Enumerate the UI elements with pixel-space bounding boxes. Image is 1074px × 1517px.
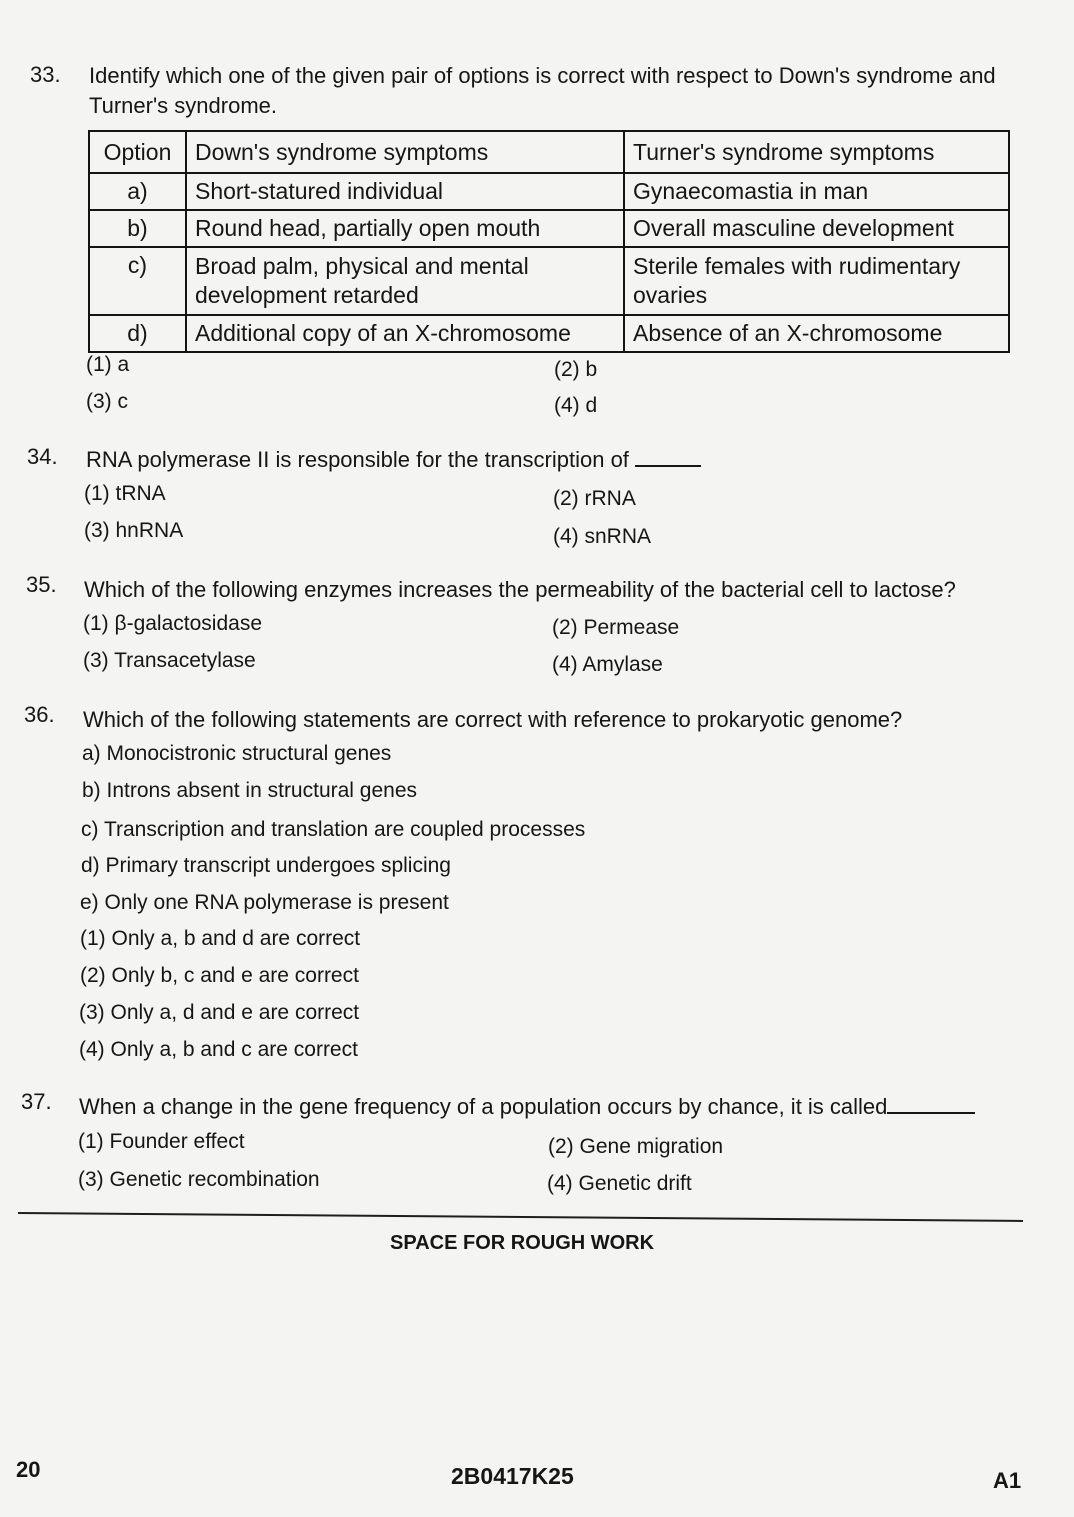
answer-option: (2) Gene migration (548, 1135, 724, 1158)
page-number: 20 (16, 1457, 41, 1482)
table-cell-downs: Additional copy of an X-chromosome (186, 315, 624, 352)
rough-work-label: SPACE FOR ROUGH WORK (390, 1232, 655, 1254)
question-stem: Which of the following statements are correct with reference to prokaryotic genome? (83, 707, 903, 732)
question-number: 34. (27, 444, 58, 469)
table-cell-option: d) (89, 315, 186, 352)
answer-option: (4) Genetic drift (547, 1172, 692, 1195)
answer-option: (2) Permease (552, 616, 680, 639)
answer-option: (4) snRNA (553, 525, 652, 548)
statement-item: d) Primary transcript undergoes splicing (81, 854, 451, 877)
question-number: 33. (30, 62, 61, 87)
statement-item: b) Introns absent in structural genes (82, 779, 418, 802)
question-stem (86, 445, 1046, 475)
table-header-cell: Turner's syndrome symptoms (624, 131, 1009, 173)
answer-option: (2) rRNA (553, 487, 636, 510)
table-cell-turners: Absence of an X-chromosome (624, 315, 1009, 352)
answer-option: (3) Transacetylase (83, 649, 256, 672)
answer-option: (3) c (86, 390, 128, 413)
question-number: 36. (24, 702, 55, 727)
table-cell-option: c) (89, 247, 186, 315)
table-row (89, 173, 1009, 210)
question-stem-text: When a change in the gene frequency of a population occurs by chance, it is called (79, 1094, 888, 1119)
answer-option: (4) Amylase (552, 653, 663, 676)
question-stem-text: RNA polymerase II is responsible for the transcription of (86, 447, 629, 472)
answer-option: (3) Genetic recombination (78, 1168, 320, 1191)
table-header-row (89, 131, 1009, 173)
table-cell-downs: Round head, partially open mouth (186, 210, 624, 247)
question-stem: Which of the following enzymes increases the permeability of the bacterial cell to lactose? (84, 577, 956, 602)
statement-item: a) Monocistronic structural genes (82, 742, 392, 765)
answer-option: (1) tRNA (84, 482, 166, 505)
answer-blank (887, 1112, 975, 1114)
table-cell-downs: Short-statured individual (186, 173, 624, 210)
table-cell-downs: Broad palm, physical and mental development retarded (186, 247, 624, 315)
question-number: 37. (21, 1089, 52, 1114)
table-header-cell: Down's syndrome symptoms (186, 131, 624, 173)
question-stem: Identify which one of the given pair of options is correct with respect to Down's syndrome and Turner's syndrome. (89, 63, 996, 118)
answer-option: (1) Only a, b and d are correct (80, 927, 361, 950)
answer-option: (1) β-galactosidase (83, 612, 262, 635)
answer-option: (2) b (554, 358, 598, 381)
answer-option: (2) Only b, c and e are correct (80, 964, 359, 987)
statement-item: e) Only one RNA polymerase is present (80, 891, 449, 914)
answer-option: (3) hnRNA (84, 519, 184, 542)
answer-option: (4) Only a, b and c are correct (79, 1038, 358, 1061)
answer-option: (1) Founder effect (78, 1130, 245, 1153)
statement-item: c) Transcription and translation are coupled processes (81, 818, 586, 841)
table-row (89, 210, 1009, 247)
answer-option: (1) a (86, 353, 130, 376)
paper-set: A1 (993, 1468, 1022, 1493)
table-cell-turners: Overall masculine development (624, 210, 1009, 247)
table-cell-option: b) (89, 210, 186, 247)
answer-blank (635, 465, 701, 467)
table-cell-turners: Sterile females with rudimentary ovaries (624, 247, 1009, 315)
table-cell-turners: Gynaecomastia in man (624, 173, 1009, 210)
table-header-cell: Option (89, 131, 186, 173)
answer-option: (3) Only a, d and e are correct (79, 1001, 360, 1024)
comparison-table (88, 130, 1010, 353)
answer-option: (4) d (554, 394, 598, 417)
table-cell-option: a) (89, 173, 186, 210)
table-row (89, 247, 1009, 315)
question-number: 35. (26, 572, 57, 597)
question-stem (79, 1092, 1045, 1122)
paper-code: 2B0417K25 (451, 1463, 574, 1489)
divider-line (18, 1212, 1023, 1222)
table-row (89, 315, 1009, 352)
